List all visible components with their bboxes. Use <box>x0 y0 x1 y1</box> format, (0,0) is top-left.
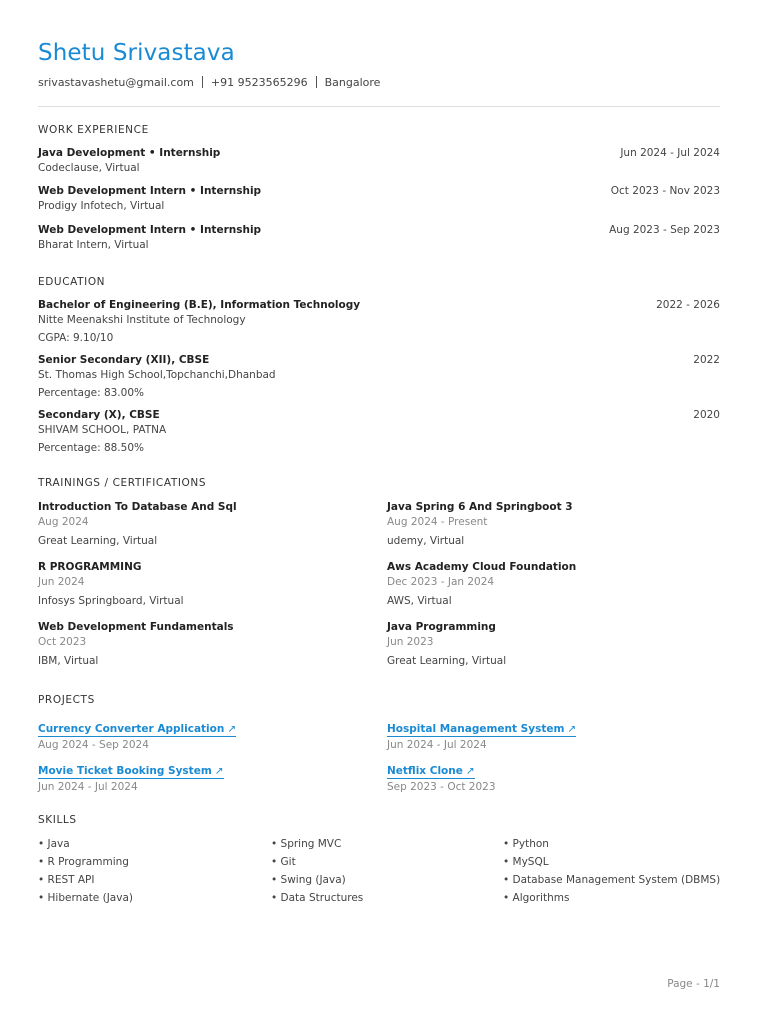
education-entry <box>38 409 720 454</box>
skill-item: • Algorithms <box>503 892 570 904</box>
education-score: Percentage: 83.00% <box>38 387 144 399</box>
project-date: Aug 2024 - Sep 2024 <box>38 739 149 751</box>
page-number: Page - 1/1 <box>667 978 720 990</box>
certification-title: Introduction To Database And Sql <box>38 501 237 513</box>
certification-item <box>38 621 368 667</box>
header-divider <box>38 106 720 107</box>
project-link[interactable] <box>387 723 576 737</box>
skill-item: • Git <box>271 856 296 868</box>
work-org: Codeclause, Virtual <box>38 162 140 174</box>
certification-org: Great Learning, Virtual <box>38 535 158 547</box>
separator <box>316 76 317 88</box>
work-entry <box>38 185 720 212</box>
certification-date: Jun 2023 <box>387 636 434 648</box>
skill-item: • Python <box>503 838 549 850</box>
skill-item: • REST API <box>38 874 95 886</box>
certification-item <box>387 501 717 547</box>
certification-date: Aug 2024 - Present <box>387 516 488 528</box>
education-entry <box>38 299 720 344</box>
skill-item: • Database Management System (DBMS) <box>503 874 721 886</box>
external-link-icon: ↗ <box>465 765 475 777</box>
project-item <box>38 717 368 751</box>
education-score: Percentage: 88.50% <box>38 442 144 454</box>
education-title: Senior Secondary (XII), CBSE <box>38 354 210 366</box>
education-institution: Nitte Meenakshi Institute of Technology <box>38 314 246 326</box>
education-date: 2022 - 2026 <box>656 299 720 311</box>
certification-title: R PROGRAMMING <box>38 561 142 573</box>
project-date: Jun 2024 - Jul 2024 <box>387 739 487 751</box>
certification-title: Java Programming <box>387 621 496 633</box>
external-link-icon: ↗ <box>567 723 577 735</box>
certification-item <box>38 501 368 547</box>
project-link[interactable] <box>38 723 236 737</box>
skill-item: • R Programming <box>38 856 129 868</box>
skill-item: • Data Structures <box>271 892 364 904</box>
education-institution: St. Thomas High School,Topchanchi,Dhanbad <box>38 369 276 381</box>
certification-org: IBM, Virtual <box>38 655 99 667</box>
skill-item: • Swing (Java) <box>271 874 346 886</box>
project-link[interactable] <box>387 765 475 779</box>
certification-org: Great Learning, Virtual <box>387 655 507 667</box>
location-text: Bangalore <box>324 76 381 89</box>
email-text: srivastavashetu@gmail.com <box>38 76 194 89</box>
education-date: 2020 <box>693 409 720 421</box>
work-date: Oct 2023 - Nov 2023 <box>610 185 720 197</box>
work-title: Web Development Intern • Internship <box>38 224 262 236</box>
contact-line <box>38 76 380 89</box>
certification-org: Infosys Springboard, Virtual <box>38 595 184 607</box>
separator <box>202 76 203 88</box>
section-title-projects: PROJECTS <box>38 694 95 706</box>
certification-date: Dec 2023 - Jan 2024 <box>387 576 495 588</box>
project-date: Jun 2024 - Jul 2024 <box>38 781 138 793</box>
project-link[interactable] <box>38 765 224 779</box>
project-item <box>38 759 368 793</box>
work-entry <box>38 147 720 174</box>
external-link-icon: ↗ <box>227 723 237 735</box>
work-org: Prodigy Infotech, Virtual <box>38 200 165 212</box>
education-title: Bachelor of Engineering (B.E), Information Technology <box>38 299 361 311</box>
section-title-certifications: TRAININGS / CERTIFICATIONS <box>38 477 207 489</box>
project-title[interactable]: Movie Ticket Booking System <box>38 765 212 777</box>
skill-item: • Java <box>38 838 70 850</box>
education-date: 2022 <box>693 354 720 366</box>
certification-item <box>387 621 717 667</box>
certification-title: Java Spring 6 And Springboot 3 <box>387 501 573 513</box>
work-date: Aug 2023 - Sep 2023 <box>609 224 720 236</box>
education-entry <box>38 354 720 399</box>
certification-date: Aug 2024 <box>38 516 89 528</box>
education-title: Secondary (X), CBSE <box>38 409 160 421</box>
project-date: Sep 2023 - Oct 2023 <box>387 781 496 793</box>
certification-title: Web Development Fundamentals <box>38 621 234 633</box>
certification-date: Jun 2024 <box>38 576 85 588</box>
project-item <box>387 717 717 751</box>
candidate-name: Shetu Srivastava <box>38 40 235 66</box>
certification-title: Aws Academy Cloud Foundation <box>387 561 577 573</box>
work-org: Bharat Intern, Virtual <box>38 239 149 251</box>
certification-org: AWS, Virtual <box>387 595 452 607</box>
phone-text: +91 9523565296 <box>210 76 308 89</box>
certification-item <box>387 561 717 607</box>
education-institution: SHIVAM SCHOOL, PATNA <box>38 424 167 436</box>
skill-item: • MySQL <box>503 856 549 868</box>
certification-org: udemy, Virtual <box>387 535 465 547</box>
project-item <box>387 759 717 793</box>
work-date: Jun 2024 - Jul 2024 <box>620 147 720 159</box>
section-title-skills: SKILLS <box>38 814 77 826</box>
skill-item: • Hibernate (Java) <box>38 892 133 904</box>
skill-item: • Spring MVC <box>271 838 342 850</box>
education-score: CGPA: 9.10/10 <box>38 332 114 344</box>
project-title[interactable]: Netflix Clone <box>387 765 463 777</box>
section-title-education: EDUCATION <box>38 276 106 288</box>
certification-item <box>38 561 368 607</box>
work-entry <box>38 224 720 251</box>
work-title: Java Development • Internship <box>38 147 221 159</box>
certification-date: Oct 2023 <box>38 636 87 648</box>
project-title[interactable]: Currency Converter Application <box>38 723 225 735</box>
section-title-work: WORK EXPERIENCE <box>38 124 149 136</box>
project-title[interactable]: Hospital Management System <box>387 723 565 735</box>
work-title: Web Development Intern • Internship <box>38 185 262 197</box>
external-link-icon: ↗ <box>214 765 224 777</box>
